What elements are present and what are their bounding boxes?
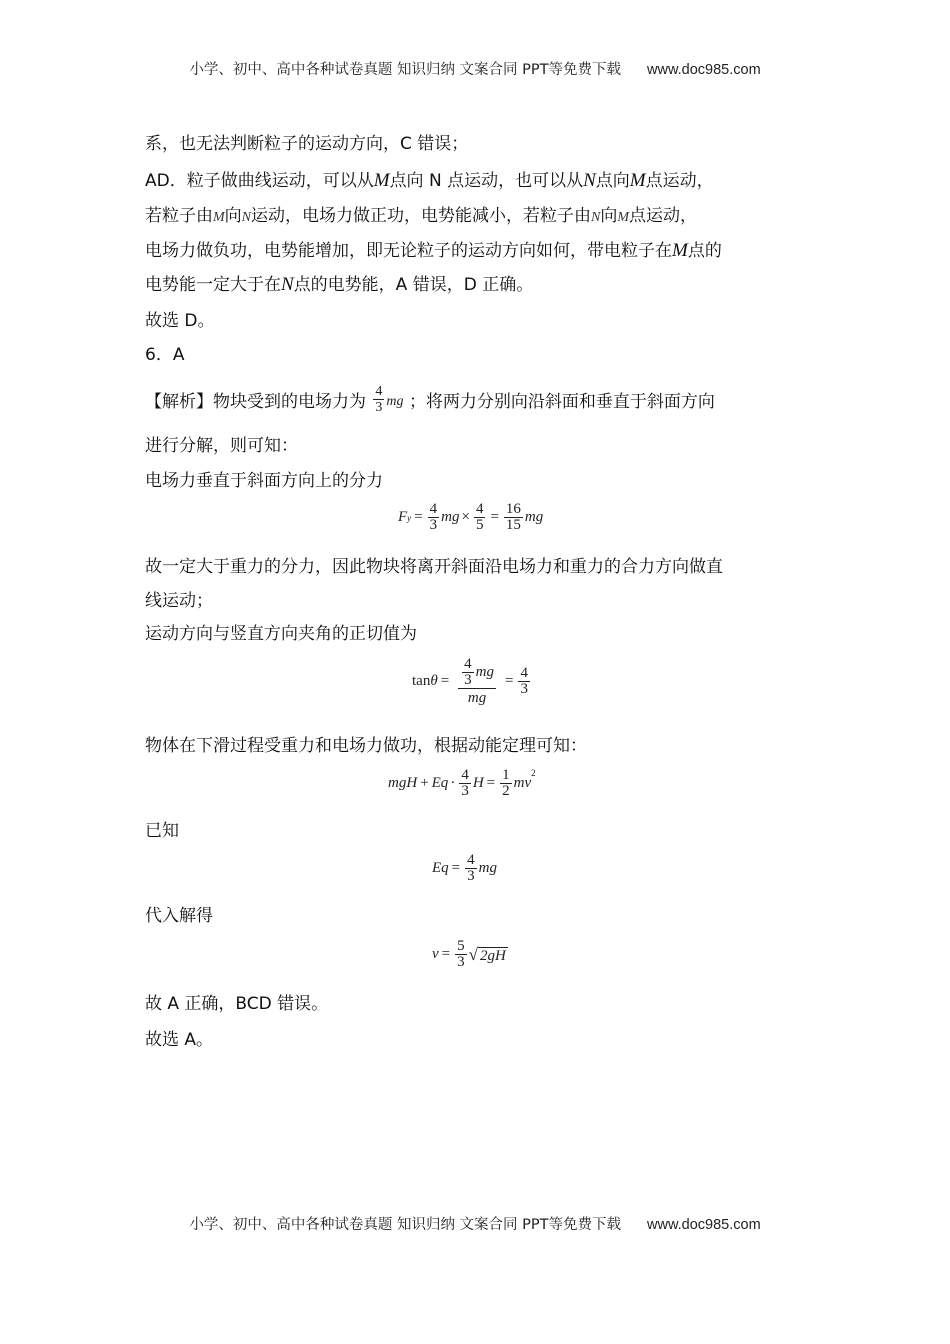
math-var: M [617, 210, 630, 225]
text: 运动，电场力做正功，电势能减小，若粒子由 [251, 206, 592, 226]
text: ；将两力分别向沿斜面和垂直于斜面方向 [408, 392, 715, 412]
denominator: 3 [375, 400, 383, 415]
text: 点向 N 点运动，也可以从 [389, 171, 584, 191]
text: 点运动， [645, 171, 714, 191]
page-footer [0, 1213, 950, 1234]
footer-site-link[interactable]: www.doc985.com [647, 1217, 761, 1233]
equation-fy [398, 502, 543, 533]
math-var: mg [441, 509, 460, 525]
text-line-6: 故选 D。 [145, 311, 215, 331]
dot: · [450, 775, 456, 791]
text: 点向 [595, 171, 630, 191]
fraction: $\frac{4}{3}$ [464, 656, 472, 688]
text-line-known: 已知 [145, 821, 179, 841]
text: 向 [600, 206, 618, 226]
text-line-energy: 物体在下滑过程受重力和电场力做功，根据动能定理可知： [145, 736, 587, 756]
equals: = [414, 509, 423, 525]
text-line-4 [145, 240, 722, 262]
inline-fraction [371, 384, 403, 420]
text: 向 [224, 206, 242, 226]
math-var: N [583, 170, 596, 191]
text-line-substitute: 代入解得 [145, 906, 213, 926]
fraction: $\frac{4}{3}$ [520, 665, 528, 697]
equals: = [490, 509, 499, 525]
math-var: F [398, 509, 408, 525]
text: 点运动， [629, 206, 698, 226]
question-number: 6．A [145, 345, 185, 365]
text-line-analysis [145, 384, 715, 420]
text: 点的 [687, 241, 722, 261]
text: 电势能一定大于在 [145, 275, 281, 295]
equals: = [440, 673, 450, 689]
fraction: $\frac{5}{3}$ [457, 938, 465, 970]
text: 若粒子由 [145, 206, 213, 226]
math-var: N [591, 210, 601, 225]
page-header [0, 58, 950, 79]
equation-eq: Eq = $\frac{4}{3}$ mg [432, 852, 497, 884]
fraction: $\frac{4}{3}$ [467, 852, 475, 884]
square-root: √ 2gH [468, 944, 506, 964]
equals: = [505, 673, 514, 689]
text-line-1: 系，也无法判断粒子的运动方向，C 错误； [145, 134, 469, 154]
equation-v: v = $\frac{5}{3}$ √ 2gH [432, 938, 506, 970]
text-line-answer: 故 A 正确，BCD 错误。 [145, 994, 329, 1014]
math-var: N [281, 274, 294, 295]
text-line-5 [145, 274, 533, 296]
text: 【解析】物块受到的电场力为 [145, 392, 366, 412]
superscript: 2 [531, 768, 536, 778]
text-line-conclusion-1: 故一定大于重力的分力，因此物块将离开斜面沿电场力和重力的合力方向做直 [145, 557, 723, 577]
math-func: tan [412, 673, 431, 689]
text-line-tangent: 运动方向与竖直方向夹角的正切值为 [145, 624, 417, 644]
numerator: 4 [375, 384, 383, 399]
header-site-link[interactable]: www.doc985.com [647, 62, 761, 78]
math-var: mg [524, 509, 544, 525]
times-sign: × [461, 509, 470, 525]
equals: = [451, 860, 461, 876]
text-line-conclusion-2: 线运动； [145, 591, 213, 611]
subscript: y [407, 512, 412, 523]
text-line-decompose: 进行分解，则可知： [145, 436, 298, 456]
text-line-3 [145, 205, 697, 229]
compound-fraction [454, 657, 500, 706]
math-var: θ [430, 673, 438, 689]
math-var: M [373, 170, 390, 191]
fraction: $\frac{16}{15}$ [505, 501, 521, 533]
fraction: $\frac{4}{3}$ [461, 767, 469, 799]
fraction: $\frac{1}{2}$ [502, 767, 510, 799]
fraction [373, 384, 384, 420]
equals: = [486, 775, 496, 791]
math-var: M [672, 240, 688, 261]
plus-sign: + [420, 775, 429, 791]
denominator: mg [458, 688, 496, 706]
math-var: N [241, 210, 252, 225]
text-line-choice: 故选 A。 [145, 1030, 214, 1050]
text: AD．粒子做曲线运动，可以从 [145, 171, 374, 191]
math-var: M [213, 210, 225, 225]
text-line-component: 电场力垂直于斜面方向上的分力 [145, 471, 383, 491]
header-text: 小学、初中、高中各种试卷真题 知识归纳 文案合同 PPT等免费下载 [189, 62, 622, 78]
footer-text: 小学、初中、高中各种试卷真题 知识归纳 文案合同 PPT等免费下载 [189, 1217, 622, 1233]
fraction: $\frac{4}{5}$ [475, 501, 484, 533]
text-line-2 [145, 170, 714, 192]
text: 点的电势能，A 错误，D 正确。 [293, 275, 534, 295]
equals: = [441, 946, 451, 962]
equation-energy: mgH + Eq · $\frac{4}{3}$ H = $\frac{1}{2}$ mv $^2$ [388, 767, 536, 799]
equation-tan [412, 657, 532, 706]
math-var: M [629, 170, 646, 191]
math-var: mg [386, 394, 404, 409]
numerator: $\frac{4}{3}$ mg [464, 656, 495, 688]
fraction: $\frac{4}{3}$ [429, 501, 438, 533]
text: 电场力做负功，电势能增加，即无论粒子的运动方向如何，带电粒子在 [145, 241, 672, 261]
